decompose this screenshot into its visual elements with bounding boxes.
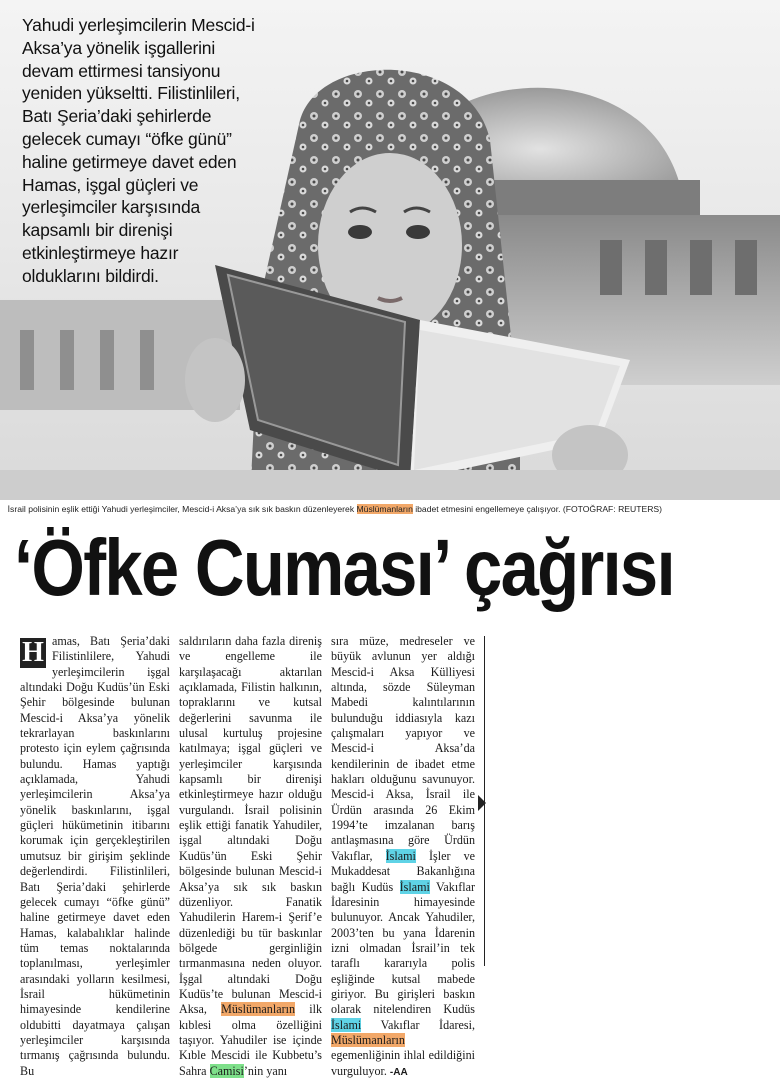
column-3-text-b: İşler ve Mukaddesat Bakanlığına bağlı Kudüs <box>331 848 476 894</box>
column-1-text: amas, Batı Şeria’daki Filistinlilere, Yahudi yerleşimcilerin işgal altındaki Doğu Kudüs’ün Eski Şehir bölgesinde bulunan Mescid-i Aksa’ya yönelik tekrarlayan baskınlarını protesto için eylem çağrısında bulundu. Hamas yaptığı açıklamada, Yahudi yerleşimcilerin Aksa’ya yönelik baskınlarını, işgal güçleri hükümetinin itibarını korumak için gerçekleştirilen umutsuz bir girişim şeklinde değerlendirdi. Filistinlileri, Batı Şeria’daki şehirlerde gelecek cumayı “öfke günü” haline getirmeye davet eden Hamas, kalabalıklar halinde tüm temas noktalarında toplanılması, yerleşimler arasındaki yolların kesilmesi, İsrail hükümetinin himayesinde kendilerine oldubitti dayatmaya çalışan yerleşimciler karşısında tırmanış çağrısında bulundu. Bu <box>20 634 170 1078</box>
column-3-text-e: egemenliğinin ihlal edildiğini vurguluyor. <box>331 1048 475 1078</box>
column-3-text-a: sıra müze, medreseler ve büyük avlunun yer aldığı Mescid-i Aksa Külliyesi altında, sözde Süleyman Mabedi kalıntılarının bulunduğu iddiasıyla kazı çalışmaları yapıyor ve Mescid-i Aksa’da kendilerinin de ibadet etme hakları olduğunu savunuyor. Mescid-i Aksa, İsrail ile Ürdün arasında 26 Ekim 1994’te imzalanan barış antlaşmasına göre Ürdün Vakıflar, <box>331 634 475 863</box>
column-2-text-c: ’nin yanı <box>243 1063 288 1078</box>
column-2-text-b: ilk kıblesi olma özelliğini taşıyor. Yahudiler ise içinde Kıble Mescidi ile Kubbetu’s Sahra <box>179 1002 323 1078</box>
girl-reading-quran-photo <box>0 0 780 500</box>
highlighted-term: İslami <box>399 879 430 894</box>
caption-credit: ibadet etmesini engellemeye çalışıyor. (FOTOĞRAF: REUTERS) <box>412 504 662 514</box>
column-2-text-a: saldırıların daha fazla direniş ve engelleme ile karşılaşacağı aktarılan açıklamada, Filistin halkının, topraklarını ve kutsal değerlerini savunma ile ulusal kurtuluş projesine katılmaya; işgal güçleri ve yerleşimciler karşısında kapsamlı bir direnişi etkinleştirmeye hazır olduğu vurgulandı. İsrail polisinin eşlik ettiği fanatik Yahudiler, işgal altındaki Doğu Kudüs’ün Eski Şehir bölgesinde bulunan Mescid-i Aksa’ya sık sık baskın düzenliyor. Fanatik Yahudilerin Harem-i Şerif’e düzenlediği bu tür baskınlar bölgede gerginliğin tırmanmasına neden oluyor. İşgal altındaki Doğu Kudüs’te bulunan Mescid-i Aksa, <box>179 634 322 1017</box>
column-3-text-d: Vakıflar İdaresi, <box>361 1017 475 1032</box>
highlighted-term: Müslümanların <box>221 1002 296 1017</box>
article-column-1 <box>20 634 170 1079</box>
highlighted-term: İslami <box>331 1017 362 1032</box>
agency-credit: -AA <box>389 1066 408 1078</box>
caption-highlight: Müslümanların <box>356 504 413 514</box>
end-marker-icon <box>478 795 486 811</box>
caption-text: İsrail polisinin eşlik ettiği Yahudi yerleşimciler, Mescid-i Aksa’ya sık sık baskın düzenleyerek <box>7 504 357 514</box>
headline: ‘Öfke Cuması’ çağrısı <box>14 523 674 612</box>
lede-paragraph: Yahudi yerleşimcilerin Mescid-i Aksa’ya yönelik işgallerini devam ettirmesi tansiyonu yeniden yükseltti. Filistinlileri, Batı Şeria’daki şehirlerde gelecek cumayı “öfke günü” haline getirmeye davet eden Hamas, işgal güçleri ve yerleşimciler karşısında kapsamlı bir direnişi etkinleştirmeye hazır olduklarını bildirdi. <box>22 15 255 286</box>
highlighted-term: İslami <box>385 848 416 863</box>
column-3-text-c: Vakıflar İdaresinin himayesinde bulunuyor. Ancak Yahudiler, 2003’ten bu yana İdarenin izni olmadan İsrail’in tek taraflı kararıyla polis eşliğinde kutsal mabede giriyor. Bu girişleri baskın olarak nitelendiren Kudüs <box>331 879 475 1017</box>
dropcap: H <box>20 638 46 668</box>
article-column-3 <box>331 634 475 1080</box>
highlighted-term: Camisi <box>209 1063 244 1078</box>
article-column-2 <box>179 634 322 1079</box>
highlighted-term: Müslümanların <box>331 1032 405 1047</box>
